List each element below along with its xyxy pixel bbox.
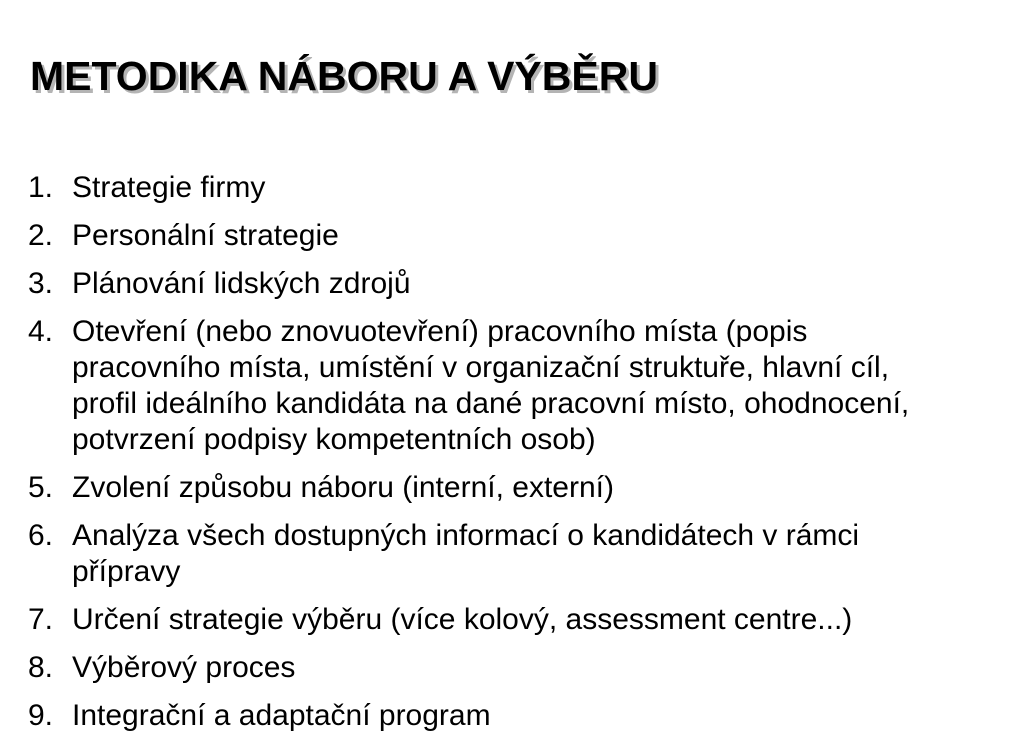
list-item (28, 650, 1008, 686)
list-item-text: Plánování lidských zdrojů (72, 267, 411, 300)
list-item (28, 218, 1008, 254)
list-item-text: Výběrový proces (72, 651, 296, 684)
list-item-number: 6. (28, 519, 54, 552)
list-item-text: Určení strategie výběru (více kolový, assessment centre...) (72, 603, 853, 636)
list-item (28, 698, 1008, 734)
list-item (28, 314, 1008, 458)
list-item-text: Analýza všech dostupných informací o kandidátech v rámci přípravy (72, 519, 860, 588)
list-item (28, 266, 1008, 302)
numbered-list (28, 170, 1008, 746)
list-item-text: Otevření (nebo znovuotevření) pracovního místa (popis pracovního místa, umístění v organizační struktuře, hlavní cíl, profil ideálního kandidáta na dané pracovní místo, ohodnocení, potvrzení podpisy kompetentních osob) (72, 315, 910, 456)
list-item-number: 1. (28, 171, 54, 204)
list-item-number: 8. (28, 651, 54, 684)
list-item-text: Strategie firmy (72, 171, 266, 204)
list-item-text: Personální strategie (72, 219, 339, 252)
list-item-number: 4. (28, 315, 54, 348)
list-item (28, 518, 1008, 590)
list-item-number: 5. (28, 471, 54, 504)
list-item-number: 2. (28, 219, 54, 252)
list-item-text: Integrační a adaptační program (72, 699, 491, 732)
list-item-text: Zvolení způsobu náboru (interní, externí) (72, 471, 614, 504)
list-item (28, 602, 1008, 638)
slide-title: METODIKA NÁBORU A VÝBĚRU (30, 53, 658, 99)
list-item (28, 170, 1008, 206)
list-item-number: 7. (28, 603, 54, 636)
list-item-number: 3. (28, 267, 54, 300)
list-item-number: 9. (28, 699, 54, 732)
list-item (28, 470, 1008, 506)
